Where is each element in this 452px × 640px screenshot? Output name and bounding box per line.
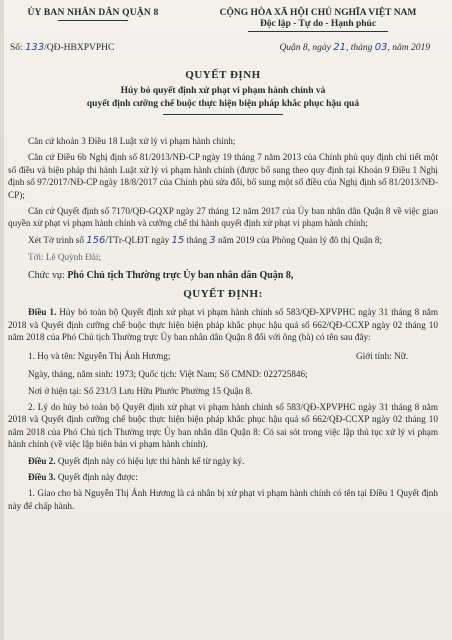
nation-name: CỘNG HÒA XÃ HỘI CHỦ NGHĨA VIỆT NAM (219, 8, 417, 18)
issuer-name: ỦY BAN NHÂN DÂN QUẬN 8 (27, 8, 159, 18)
person-gender: Nữ. (394, 350, 408, 361)
handwritten-submission-day: 15 (171, 234, 185, 246)
decision-subtitle (8, 85, 438, 111)
decision-title: QUYẾT ĐỊNH (185, 69, 261, 81)
subtitle-line-2: quyết định cưỡng chế buộc thực hiện biện pháp khắc phục hậu quả (86, 99, 360, 109)
national-heading (198, 8, 438, 32)
national-motto: Độc lập - Tự do - Hạnh phúc (259, 19, 377, 29)
motto-underline (248, 31, 388, 32)
recipient-line: Tới: Lê Quỳnh Đài; (28, 252, 101, 263)
legal-basis-2: Căn cứ Điều 6b Nghị định số 81/2013/NĐ-CP ngày 19 tháng 7 năm 2013 của Chính phủ quy định chi tiết một số điều và biện pháp thi hành Luật xử lý vi phạm hành chính (được bổ sung theo quy định tại Khoản 9 Điều 1 Nghị định số 97/2017/NĐ-CP ngày 18/8/2017 của Chính phủ sửa đổi, bổ sung một số điều của Nghị định số 81/2013/NĐ-CP); (8, 152, 438, 200)
cancellation-reason: 2. Lý do hủy bỏ toàn bộ Quyết định xử phạt vi phạm hành chính số 583/QĐ-XPVPHC ngày 31 tháng 8 năm 2018 và Quyết định cưỡng chế buộc thực hiện biện pháp khắc phục hậu quả số 662/QĐ-CCXP ngày 02 tháng 10 năm 2018 của Phó Chủ tịch Thường trực Ủy ban nhân dân Quận 8: Có sai sót trong việc lập thủ tục xử lý vi phạm hành chính (về việc lập biên bản vi phạm hành chính). (8, 401, 438, 450)
number-prefix: Số: (10, 43, 23, 53)
place-date (279, 42, 438, 53)
handwritten-submission-month: 3 (209, 234, 216, 246)
handwritten-number: 133 (25, 42, 45, 53)
document-body (8, 135, 438, 512)
issuer-underline (58, 20, 128, 21)
handwritten-month: 03 (374, 42, 388, 53)
document-header (8, 0, 438, 32)
article-3: Điều 3. Quyết định này được: (28, 471, 138, 482)
handwritten-day: 21 (333, 42, 346, 53)
page-edge-shadow (0, 0, 4, 640)
submission-reference: Xét Tờ trình số 156/TTr-QLĐT ngày 15 tháng 3 năm 2019 của Phòng Quản lý đô thị Quận 8; (28, 234, 383, 246)
decide-heading: QUYẾT ĐỊNH: (183, 288, 263, 301)
year-label: , năm 2019 (387, 43, 430, 53)
legal-basis-1: Căn cứ khoản 3 Điều 18 Luật xử lý vi phạm hành chính; (28, 136, 236, 146)
reference-row (8, 42, 438, 53)
delivery-clause: 1. Giao cho bà Nguyễn Thị Ánh Hương là cá nhân bị xử phạt vi phạm hành chính có tên tại Điều 1 Quyết định này để chấp hành. (8, 488, 438, 511)
person-details: Ngày, tháng, năm sinh: 1973; Quốc tịch: Việt Nam; Số CMND: 022725846; (28, 369, 308, 380)
handwritten-submission-number: 156 (86, 234, 106, 246)
place-date-prefix: Quận 8, ngày (279, 43, 331, 53)
number-code: /QĐ-HBXPVPHC (44, 43, 115, 53)
subtitle-line-1: Hủy bỏ quyết định xử phạt vi phạm hành chính và (120, 86, 326, 96)
subtitle-underline (163, 114, 283, 115)
issuer-block (8, 8, 178, 32)
person-name-row: 1. Họ và tên: Nguyễn Thị Ánh Hương; Giới tính: Nữ. (28, 350, 408, 361)
article-1: Điều 1. Hủy bỏ toàn bộ Quyết định xử phạt vi phạm hành chính số 583/QĐ-XPVPHC ngày 31 tháng 8 năm 2018 và Quyết định cưỡng chế buộc thực hiện biện pháp khắc phục hậu quả số 662/QĐ-CCXP ngày 02 tháng 10 năm 2018 của Phó Chủ tịch Thường trực Ủy ban nhân dân Quận 8 đối với ông (bà) có tên sau đây: (8, 307, 439, 343)
document-number (8, 42, 114, 53)
signing-authority: Chức vụ: Phó Chủ tịch Thường trực Ủy ban nhân dân Quận 8, (28, 269, 294, 281)
person-name: Nguyễn Thị Ánh Hương; (77, 350, 171, 361)
month-label: , tháng (346, 43, 373, 53)
person-address: Nơi ở hiện tại: Số 231/3 Lưu Hữu Phước Phường 15 Quận 8. (28, 385, 253, 396)
article-2: Điều 2. Quyết định này có hiệu lực thi hành kể từ ngày ký. (28, 455, 245, 466)
legal-basis-3: Căn cứ Quyết định số 7170/QĐ-GQXP ngày 27 tháng 12 năm 2017 của Ủy ban nhân dân Quận 8 về việc giao quyền xử phạt vi phạm hành chính và cưỡng chế thi hành quyết định xử phạt vi phạm hành chính; (8, 206, 438, 229)
